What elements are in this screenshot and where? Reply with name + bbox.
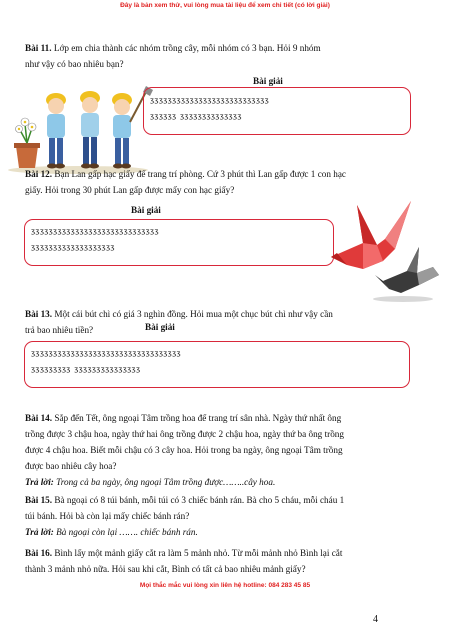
answer-label: Bài giải bbox=[131, 205, 161, 215]
problem-text: giấy. Hỏi trong 30 phút Lan gấp được mấy con hạc giấy? bbox=[25, 185, 235, 195]
hotline-banner: Mọi thắc mắc vui lòng xin liên hệ hotline: 084 283 45 85 bbox=[139, 582, 311, 589]
answer-prefix: Trả lời: bbox=[25, 477, 54, 487]
problem-text: Bình lấy một mảnh giấy cắt ra làm 5 mảnh nhỏ. Từ mỗi mảnh nhỏ Bình lại cắt bbox=[54, 548, 343, 558]
problem-number: Bài 13. bbox=[25, 309, 53, 319]
answer-label: Bài giải bbox=[145, 322, 175, 332]
answer-sentence: Trong cả ba ngày, ông ngoại Tâm trồng được……..cây hoa. bbox=[56, 477, 276, 487]
problem-text: Bà ngoại có 8 túi bánh, mỗi túi có 3 chiếc bánh rán. Bà cho 5 cháu, mỗi cháu 1 bbox=[54, 495, 345, 505]
problem-text: túi bánh. Hỏi bà còn lại mấy chiếc bánh rán? bbox=[25, 511, 190, 521]
problem-number: Bài 15. bbox=[25, 495, 53, 505]
preview-banner: Đây là bản xem thử, vui lòng mua tài liệu để xem chi tiết (có lời giải) bbox=[120, 2, 330, 9]
problem-text: trồng được 3 chậu hoa, ngày thứ hai ông trồng được 2 chậu hoa, ngày thứ ba ông trồng bbox=[25, 429, 344, 439]
problem-15 bbox=[25, 492, 440, 540]
problem-number: Bài 16. bbox=[25, 548, 53, 558]
problem-13 bbox=[25, 306, 435, 338]
problem-number: Bài 14. bbox=[25, 413, 53, 423]
answer-prefix: Trả lời: bbox=[25, 527, 54, 537]
problem-text: Một cái bút chì có giá 3 nghìn đồng. Hỏi mua một chục bút chì như vậy cần bbox=[54, 309, 333, 319]
problem-11 bbox=[25, 40, 425, 72]
problem-16 bbox=[25, 545, 440, 577]
problem-number: Bài 12. bbox=[25, 169, 53, 179]
problem-text: trả bao nhiêu tiền? bbox=[25, 325, 94, 335]
problem-text: Sắp đến Tết, ông ngoại Tâm trồng hoa để trang trí sân nhà. Ngày thứ nhất ông bbox=[54, 413, 342, 423]
dotted-line: ᶾᶾᶾᶾᶾᶾᶾᶾᶾᶾᶾᶾᶾᶾᶾᶾᶾᶾᶾᶾᶾᶾᶾᶾᶾᶾᶾᶾᶾ bbox=[31, 226, 159, 240]
problem-text: Lớp em chia thành các nhóm trồng cây, mỗi nhóm có 3 bạn. Hỏi 9 nhóm bbox=[53, 43, 321, 53]
problem-text: được bao nhiêu cây hoa? bbox=[25, 461, 117, 471]
dotted-line: ᶾᶾᶾᶾᶾᶾᶾᶾᶾᶾᶾᶾᶾᶾᶾᶾᶾᶾᶾᶾᶾᶾᶾᶾᶾᶾᶾᶾᶾᶾᶾᶾᶾᶾ bbox=[31, 348, 181, 362]
problem-14 bbox=[25, 410, 440, 490]
dotted-line: ᶾᶾᶾᶾᶾᶾᶾᶾᶾᶾᶾᶾᶾᶾᶾᶾᶾᶾᶾ bbox=[31, 242, 115, 256]
dotted-line: ᶾᶾᶾᶾᶾᶾᶾᶾᶾ ᶾᶾᶾᶾᶾᶾᶾᶾᶾᶾᶾᶾᶾᶾᶾ bbox=[31, 364, 141, 378]
problem-number: Bài 11. bbox=[25, 43, 52, 53]
answer-sentence: Bà ngoại còn lại ……. chiếc bánh rán. bbox=[56, 527, 198, 537]
problem-text: được 4 chậu hoa. Biết mỗi chậu có 3 cây hoa. Hỏi trong ba ngày, ông ngoại Tâm trồng bbox=[25, 445, 343, 455]
dotted-line: ᶾᶾᶾᶾᶾᶾ ᶾᶾᶾᶾᶾᶾᶾᶾᶾᶾᶾᶾᶾᶾ bbox=[150, 111, 242, 125]
problem-text: thành 3 mảnh nhỏ nữa. Hỏi sau khi cắt, Bình có tất cả bao nhiêu mảnh giấy? bbox=[25, 564, 306, 574]
dotted-line: ᶾᶾᶾᶾᶾᶾᶾᶾᶾᶾᶾᶾᶾᶾᶾᶾᶾᶾᶾᶾᶾᶾᶾᶾᶾᶾᶾ bbox=[150, 95, 270, 109]
problem-text: như vậy có bao nhiêu bạn? bbox=[25, 59, 124, 69]
kids-gardening-illustration bbox=[8, 84, 153, 174]
paper-cranes-illustration bbox=[323, 195, 441, 303]
answer-label: Bài giải bbox=[253, 76, 283, 86]
page-number: 4 bbox=[373, 614, 378, 625]
problem-12 bbox=[25, 166, 435, 198]
problem-text: Bạn Lan gấp hạc giấy để trang trí phòng. Cứ 3 phút thì Lan gấp được 1 con hạc bbox=[54, 169, 346, 179]
